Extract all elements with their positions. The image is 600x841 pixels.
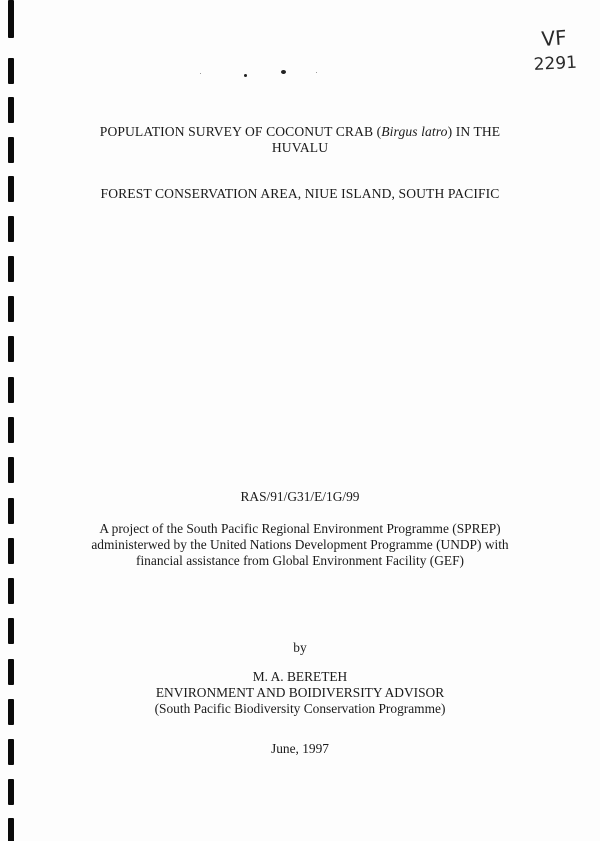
binding-hole	[8, 176, 14, 202]
binding-hole	[8, 699, 14, 725]
project-description-line-1: A project of the South Pacific Regional Environment Programme (SPREP)	[99, 521, 501, 536]
binding-hole	[8, 256, 14, 282]
binding-hole	[8, 58, 14, 84]
speck	[281, 70, 286, 74]
document-title	[40, 124, 560, 156]
title-line-2: HUVALU	[271, 140, 329, 155]
annotation-line1: VF	[540, 25, 568, 51]
binding-hole	[8, 498, 14, 524]
binding-hole	[8, 0, 14, 38]
binding-hole	[8, 336, 14, 362]
binding-hole	[8, 417, 14, 443]
binding-holes	[8, 0, 20, 841]
author-block	[40, 669, 560, 717]
project-description-line-3: financial assistance from Global Environment Facility (GEF)	[136, 553, 464, 568]
binding-hole	[8, 618, 14, 644]
annotation-line2: 2291	[533, 52, 578, 75]
project-description-line-2: administerwed by the United Nations Development Programme (UNDP) with	[91, 537, 509, 552]
binding-hole	[8, 779, 14, 805]
project-code: RAS/91/G31/E/1G/99	[240, 489, 360, 504]
handwritten-annotation	[512, 24, 582, 84]
binding-hole	[8, 296, 14, 322]
by-label: by	[293, 640, 307, 655]
binding-hole	[8, 739, 14, 765]
speck	[316, 72, 317, 73]
binding-hole	[8, 538, 14, 564]
binding-hole	[8, 578, 14, 604]
title-suffix: ) IN THE	[447, 124, 501, 139]
author-affiliation: (South Pacific Biodiversity Conservation Programme)	[154, 701, 446, 716]
species-name: Birgus latro	[381, 124, 448, 139]
binding-hole	[8, 818, 14, 841]
speck	[200, 73, 201, 74]
binding-hole	[8, 659, 14, 685]
binding-hole	[8, 377, 14, 403]
author-position: ENVIRONMENT AND BOIDIVERSITY ADVISOR	[155, 685, 445, 700]
title-prefix: POPULATION SURVEY OF COCONUT CRAB (	[99, 124, 382, 139]
title-line-3: FOREST CONSERVATION AREA, NIUE ISLAND, SOUTH PACIFIC	[100, 186, 500, 201]
project-description	[40, 521, 560, 569]
author-name: M. A. BERETEH	[252, 669, 348, 684]
binding-hole	[8, 216, 14, 242]
title-line-1	[40, 124, 560, 140]
binding-hole	[8, 97, 14, 123]
binding-hole	[8, 457, 14, 483]
binding-hole	[8, 137, 14, 163]
speck	[244, 74, 247, 77]
document-date: June, 1997	[270, 741, 330, 756]
